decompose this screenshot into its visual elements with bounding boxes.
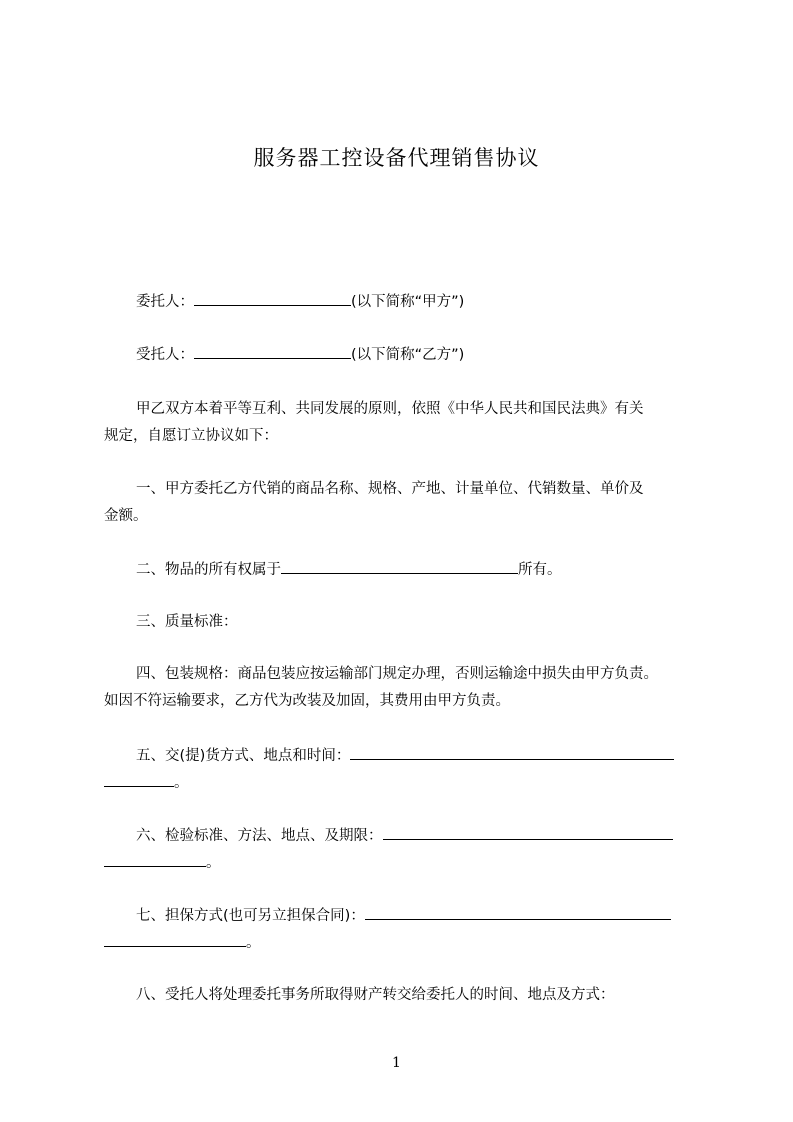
clause-4-line-1: 四、包装规格：商品包装应按运输部门规定办理，否则运输途中损失由甲方负责。	[136, 666, 658, 682]
clause-7-label: 七、担保方式(也可另立担保合同)：	[136, 908, 365, 924]
clause-5-line-2	[104, 772, 704, 793]
guarantee-blank-1	[365, 905, 671, 920]
principal-suffix: (以下简称“甲方”)	[351, 294, 465, 310]
clause-4-line-2: 如因不符运输要求，乙方代为改装及加固，其费用由甲方负责。	[104, 693, 510, 709]
clause-1-line-1: 一、甲方委托乙方代销的商品名称、规格、产地、计量单位、代销数量、单价及	[136, 481, 644, 497]
clause-7-line-2	[104, 932, 704, 953]
clause-6-end: 。	[206, 855, 221, 871]
clause-6-line-1	[136, 825, 736, 846]
clause-3-line: 三、质量标准：	[136, 614, 238, 630]
inspection-blank-2	[104, 852, 206, 867]
clause-2-label: 二、物品的所有权属于	[136, 562, 281, 578]
clause-2-suffix: 所有。	[518, 562, 562, 578]
clause-5-line-1	[136, 745, 736, 766]
agent-label: 受托人：	[136, 347, 194, 363]
delivery-blank-2	[104, 772, 174, 787]
agent-blank	[194, 344, 351, 359]
clause-8-line: 八、受托人将处理委托事务所取得财产转交给委托人的时间、地点及方式：	[136, 987, 615, 1003]
clause-1-line-2: 金额。	[104, 508, 148, 524]
preamble-line-1: 甲乙双方本着平等互利、共同发展的原则，依照《中华人民共和国民法典》有关	[136, 401, 644, 417]
clause-5-end: 。	[174, 775, 189, 791]
principal-label: 委托人：	[136, 294, 194, 310]
inspection-blank-1	[383, 825, 673, 840]
guarantee-blank-2	[104, 932, 246, 947]
principal-line	[136, 291, 736, 312]
agent-line	[136, 344, 736, 365]
clause-2-line	[136, 559, 736, 580]
clause-7-line-1	[136, 905, 736, 926]
owner-blank	[281, 559, 518, 574]
delivery-blank-1	[350, 745, 674, 760]
clause-5-label: 五、交(提)货方式、地点和时间：	[136, 748, 351, 764]
clause-6-line-2	[104, 852, 704, 873]
clause-6-label: 六、检验标准、方法、地点、及期限：	[136, 828, 383, 844]
principal-blank	[194, 291, 351, 306]
agent-suffix: (以下简称“乙方”)	[351, 347, 465, 363]
document-title: 服务器工控设备代理销售协议	[253, 146, 540, 170]
clause-7-end: 。	[246, 935, 261, 951]
page-number: 1	[392, 1055, 401, 1071]
preamble-line-2: 规定，自愿订立协议如下：	[104, 428, 278, 444]
